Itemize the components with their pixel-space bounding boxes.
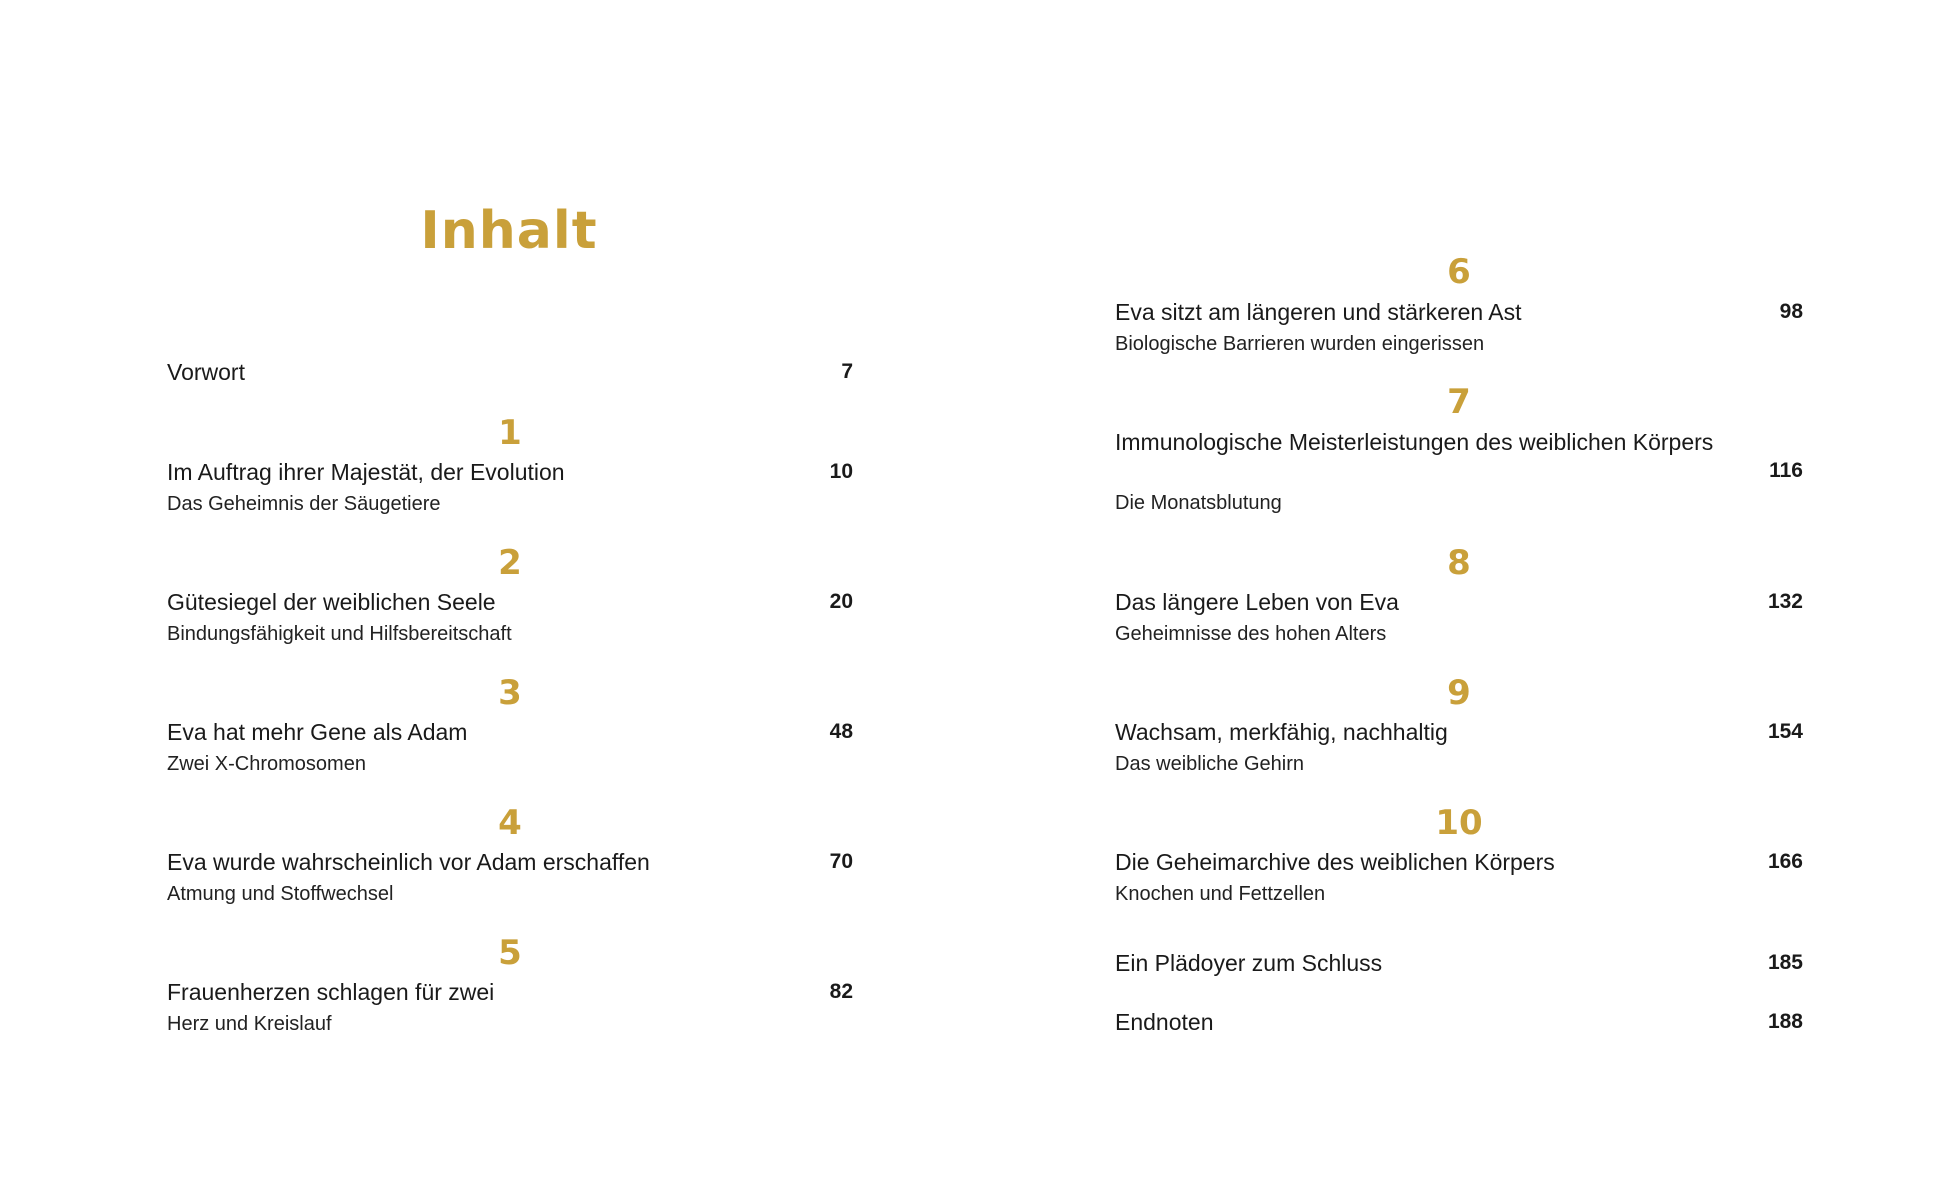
entry-subtitle: Bindungsfähigkeit und Hilfsbereitschaft: [167, 623, 512, 645]
toc-column-left: [167, 0, 853, 1181]
entry-subtitle: Biologische Barrieren wurden eingerissen: [1115, 333, 1485, 355]
entry-title: Eva wurde wahrscheinlich vor Adam erschaffen: [167, 849, 650, 875]
entry-title: Endnoten: [1115, 1009, 1214, 1035]
page-number: 188: [1767, 1010, 1803, 1033]
page-number: 10: [829, 460, 853, 483]
chapter-number: 4: [498, 803, 522, 843]
chapter-number: 9: [1447, 673, 1471, 713]
page-number: 98: [1779, 300, 1803, 323]
entry-title: Frauenherzen schlagen für zwei: [167, 979, 495, 1005]
chapter-number: 2: [498, 543, 522, 583]
page-number: 185: [1767, 951, 1803, 974]
page-number: 82: [829, 980, 853, 1003]
chapter-number: 7: [1447, 382, 1471, 422]
entry-title: Eva hat mehr Gene als Adam: [167, 719, 468, 745]
chapter-number: 8: [1447, 543, 1471, 583]
entry-title: Die Geheimarchive des weiblichen Körpers: [1115, 849, 1555, 875]
entry-title: Eva sitzt am längeren und stärkeren Ast: [1115, 299, 1522, 325]
entry-title: Wachsam, merkfähig, nachhaltig: [1115, 719, 1448, 745]
page-number: 70: [829, 850, 853, 873]
toc-column-right: [1115, 0, 1803, 1181]
page-number: 166: [1767, 850, 1803, 873]
chapter-number: 5: [498, 933, 522, 973]
page-number: 154: [1767, 720, 1803, 743]
chapter-number: 1: [498, 413, 522, 453]
chapter-number: 6: [1447, 252, 1471, 292]
entry-title: Vorwort: [167, 359, 245, 385]
entry-subtitle: Die Monatsblutung: [1115, 492, 1282, 514]
page-number: 116: [1769, 459, 1803, 482]
page-title: Inhalt: [420, 200, 598, 261]
entry-title: Das längere Leben von Eva: [1115, 589, 1399, 615]
entry-subtitle: Das Geheimnis der Säugetiere: [167, 493, 441, 515]
entry-subtitle: Geheimnisse des hohen Alters: [1115, 623, 1387, 645]
page-number: 20: [829, 590, 853, 613]
chapter-number: 10: [1435, 803, 1483, 843]
page-number: 7: [841, 360, 853, 383]
entry-title: Im Auftrag ihrer Majestät, der Evolution: [167, 459, 565, 485]
entry-subtitle: Herz und Kreislauf: [167, 1013, 332, 1035]
entry-subtitle: Das weibliche Gehirn: [1115, 753, 1304, 775]
page-number: 132: [1767, 590, 1803, 613]
entry-subtitle: Atmung und Stoffwechsel: [167, 883, 394, 905]
entry-title: Immunologische Meisterleistungen des weiblichen Körpers: [1115, 429, 1714, 455]
entry-subtitle: Knochen und Fettzellen: [1115, 883, 1326, 905]
chapter-number: 3: [498, 673, 522, 713]
page-number: 48: [829, 720, 853, 743]
entry-title: Ein Plädoyer zum Schluss: [1115, 950, 1383, 976]
entry-title: Gütesiegel der weiblichen Seele: [167, 589, 496, 615]
entry-subtitle: Zwei X-Chromosomen: [167, 753, 366, 775]
